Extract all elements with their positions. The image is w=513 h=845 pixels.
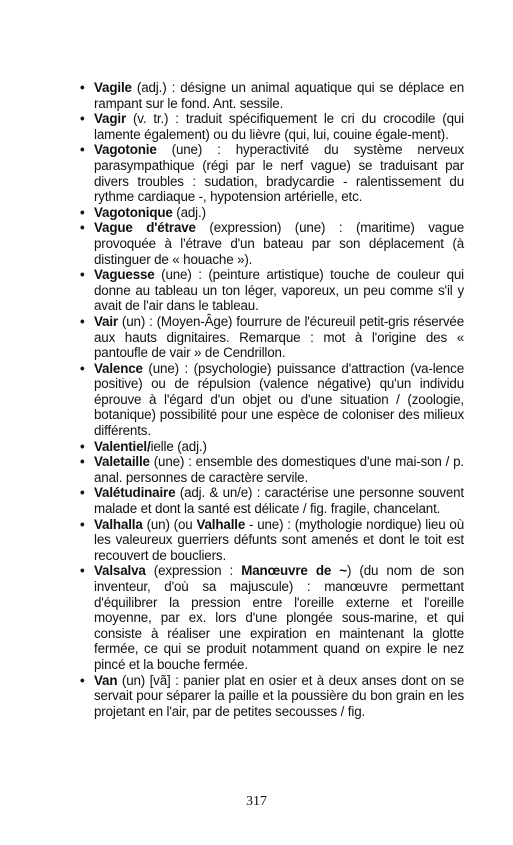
definition-text: (expression : — [145, 563, 242, 579]
headword: Valsalva — [94, 563, 146, 579]
headword: Vaguesse — [94, 267, 155, 283]
headword: Valence — [94, 360, 143, 376]
definition-text: (une) : ensemble des domestiques d'une mai-son / p. anal. personnes de caractère servile. — [94, 454, 464, 485]
bullet-icon: • — [80, 485, 85, 501]
bullet-icon: • — [80, 220, 85, 236]
definition-text: (adj. & un/e) : caractérise une personne souvent malade et dont la santé est délicate / fig. fragile, chancelant. — [94, 485, 464, 517]
definition-text: (une) : (psychologie) puissance d'attraction (va-lence positive) ou de répulsion (valence négative) qu'un individu éprouve à l'égard d'un objet ou d'une situation / (zoologie, botanique) possibilité pour une espèce de coloniser des milieux différents. — [94, 360, 464, 439]
headword: Manœuvre de ~ — [241, 563, 347, 579]
dictionary-entry — [78, 111, 464, 142]
headword: Valhalla — [94, 516, 143, 532]
definition-text: ) (du nom de son inventeur, d'où sa majuscule) : manœuvre permettant d'équilibrer la pression entre l'oreille externe et l'oreille moyenne, par ex. lors d'une plongée sous-marine, et qui consiste à réaliser une expiration en maintenant la glotte fermée, ce qui se produit notamment quand on expire le nez pincé et la bouche fermée. — [94, 563, 464, 672]
definition-text: (un) : (Moyen-Âge) fourrure de l'écureuil petit-gris réservée aux hauts dignitaires. Remarque : mot à l'origine des « pantoufle de vair » de Cendrillon. — [94, 313, 464, 361]
dictionary-entry — [78, 517, 464, 564]
dictionary-entry — [78, 314, 464, 361]
headword: Valétudinaire — [94, 485, 176, 501]
dictionary-column — [78, 80, 464, 719]
definition-text: (expression) (une) : (maritime) vague provoquée à l'étrave d'un bateau par son déplacement (à distinguer de « houache »). — [94, 220, 464, 267]
dictionary-entry — [78, 267, 464, 314]
bullet-icon: • — [80, 142, 85, 158]
page-number: 317 — [246, 794, 267, 809]
headword: Vagile — [94, 80, 132, 95]
dictionary-entry — [78, 220, 464, 267]
bullet-icon: • — [80, 313, 85, 329]
dictionary-entry — [78, 563, 464, 672]
headword: Vair — [94, 313, 118, 329]
headword: Vagotonique — [94, 204, 173, 220]
bullet-icon: • — [80, 516, 85, 532]
dictionary-entry — [78, 485, 464, 516]
bullet-icon: • — [80, 360, 85, 376]
headword: Valentiel/ — [94, 438, 151, 454]
definition-text: (un) [vã] : panier plat en osier et à deux anses dont on se servait pour séparer la paille et la poussière du bon grain en les projetant en l'air, par de petites secousses / fig. — [94, 672, 464, 719]
dictionary-entry — [78, 142, 464, 204]
headword: Vague d'étrave — [94, 220, 196, 236]
dictionary-entry — [78, 361, 464, 439]
headword: Vagir — [94, 111, 127, 127]
bullet-icon: • — [80, 672, 85, 688]
dictionary-entry — [78, 439, 464, 455]
bullet-icon: • — [80, 454, 85, 470]
dictionary-entry — [78, 80, 464, 111]
headword: Valetaille — [94, 454, 150, 470]
bullet-icon: • — [80, 438, 85, 454]
definition-text: (un) (ou — [142, 516, 197, 532]
bullet-icon: • — [80, 204, 85, 220]
bullet-icon: • — [80, 80, 85, 95]
definition-text: (v. tr.) : traduit spécifiquement le cri du crocodile (qui lamente également) ou du lièvre (qui, lui, couine égale-ment). — [94, 111, 464, 142]
definition-text: (une) : hyperactivité du système nerveux parasympathique (régi par le nerf vague) se traduisant par divers troubles : sudation, bradycardie - ralentissement du rythme cardiaque -, hypotension artérielle, etc. — [94, 142, 464, 205]
dictionary-entry — [78, 205, 464, 221]
bullet-icon: • — [80, 111, 85, 127]
dictionary-entry — [78, 454, 464, 485]
definition-text: - une) : (mythologie nordique) lieu où les valeureux guerriers défunts sont amenés et dont le toit est recouvert de boucliers. — [94, 516, 464, 563]
definition-text: (adj.) : désigne un animal aquatique qui se déplace en rampant sur le fond. Ant. sessile. — [94, 80, 464, 111]
definition-text: (une) : (peinture artistique) touche de couleur qui donne au tableau un ton léger, vaporeux, un peu comme s'il y avait de l'air dans le tableau. — [94, 267, 464, 314]
dictionary-entry — [78, 673, 464, 720]
bullet-icon: • — [80, 563, 85, 579]
entry-list — [78, 80, 464, 719]
bullet-icon: • — [80, 267, 85, 283]
headword: Vagotonie — [94, 142, 157, 158]
headword: Van — [94, 672, 118, 688]
definition-text: (adj.) — [172, 204, 206, 220]
headword: Valhalle — [196, 516, 246, 532]
definition-text: ielle (adj.) — [150, 438, 207, 454]
